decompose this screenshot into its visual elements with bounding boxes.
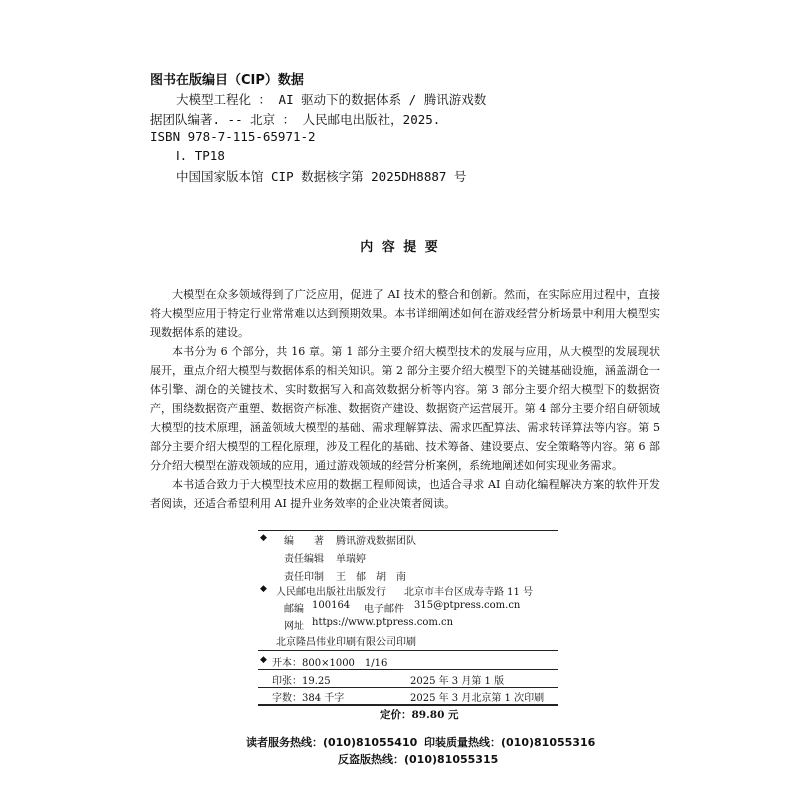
editor-value: 单瑞婷: [336, 554, 366, 565]
cip-isbn: ISBN 978-7-115-65971-2: [150, 129, 316, 144]
anti-piracy-hotline: 反盗版热线：(010)81055315: [338, 753, 499, 766]
publisher-address: 北京市丰台区成寿寺路 11 号: [404, 587, 534, 598]
edition: 2025 年 3 月第 1 版: [410, 676, 505, 687]
website-value: https://www.ptpress.com.cn: [312, 617, 454, 628]
cip-library-record: 中国国家版本馆 CIP 数据核字第 2025DH8887 号: [176, 169, 467, 184]
postcode-label: 邮编: [284, 604, 304, 615]
book-format: 开本：800×1000 1/16: [272, 658, 388, 669]
colophon-bottom-rule: [258, 704, 558, 706]
bullet-author: ◆: [260, 533, 267, 543]
colophon-mid-rule-1: [258, 650, 558, 651]
price: 定价：89.80 元: [380, 709, 459, 721]
email-value: 315@ptpress.com.cn: [414, 600, 521, 611]
author-label: 编 著: [284, 536, 324, 547]
colophon-mid-rule-3: [258, 687, 558, 688]
colophon-mid-rule-2: [258, 669, 558, 670]
colophon-top-rule: [258, 530, 558, 531]
impression: 2025 年 3 月北京第 1 次印刷: [410, 693, 545, 704]
editor-label: 责任编辑: [284, 554, 324, 565]
website-label: 网址: [284, 621, 304, 632]
summary-heading: 内 容 提 要: [360, 240, 440, 255]
author-value: 腾讯游戏数据团队: [336, 536, 416, 547]
bullet-format: ◆: [260, 655, 267, 665]
summary-paragraph-1: 大模型在众多领域得到了广泛应用，促进了 AI 技术的整合和创新。然而，在实际应用过程中，直接将大模型应用于特定行业常常难以达到预期效果。本书详细阐述如何在游戏经营分析场景中利用大模型实现数据体系的建设。: [150, 288, 660, 339]
printed-sheets: 印张：19.25: [272, 676, 331, 687]
reader-service-hotline: 读者服务热线：(010)81055410: [246, 736, 418, 749]
printing-value: 王 郁 胡 南: [336, 572, 406, 583]
publisher: 人民邮电出版社出版发行: [276, 587, 386, 598]
bullet-publisher: ◆: [260, 584, 267, 594]
cip-classification: Ⅰ. TP18: [176, 148, 225, 163]
summary-paragraph-3: 本书适合致力于大模型技术应用的数据工程师阅读，也适合寻求 AI 自动化编程解决方案的软件开发者阅读，还适合希望利用 AI 提升业务效率的企业决策者阅读。: [150, 478, 660, 510]
cip-title: 图书在版编目（CIP）数据: [150, 73, 304, 88]
printer: 北京隆昌伟业印刷有限公司印刷: [276, 637, 416, 648]
print-quality-hotline: 印装质量热线：(010)81055316: [424, 736, 596, 749]
postcode-value: 100164: [312, 600, 351, 611]
cip-author-publisher-line: 据团队编著. -- 北京 ： 人民邮电出版社，2025.: [150, 112, 441, 127]
summary-body: [150, 285, 660, 513]
printing-label: 责任印制: [284, 572, 324, 583]
summary-paragraph-2: 本书分为 6 个部分，共 16 章。第 1 部分主要介绍大模型技术的发展与应用，从大模型的发展现状展开，重点介绍大模型与数据体系的相关知识。第 2 部分主要介绍大模型下的关键基础设施，涵盖湖仓一体引擎、湖仓的关键技术、实时数据写入和高效数据分析等内容。第 3 部分主要介绍大模型下的数据资产，围绕数据资产重塑、数据资产标准、数据资产建设、数据资产运营展开。第 4 部分主要介绍自研领域大模型的技术原理，涵盖领域大模型的基础、需求理解算法、需求匹配算法、需求转译算法等内容。第 5 部分主要介绍大模型的工程化原理，涉及工程化的基础、技术筹备、建设要点、安全策略等内容。第 6 部分介绍大模型在游戏领域的应用，通过游戏领域的经营分析案例，系统地阐述如何实现业务需求。: [150, 345, 660, 472]
cip-book-title-line: 大模型工程化 ： AI 驱动下的数据体系 / 腾讯游戏数: [176, 92, 487, 107]
email-label: 电子邮件: [364, 604, 404, 615]
word-count: 字数：384 千字: [272, 693, 345, 704]
